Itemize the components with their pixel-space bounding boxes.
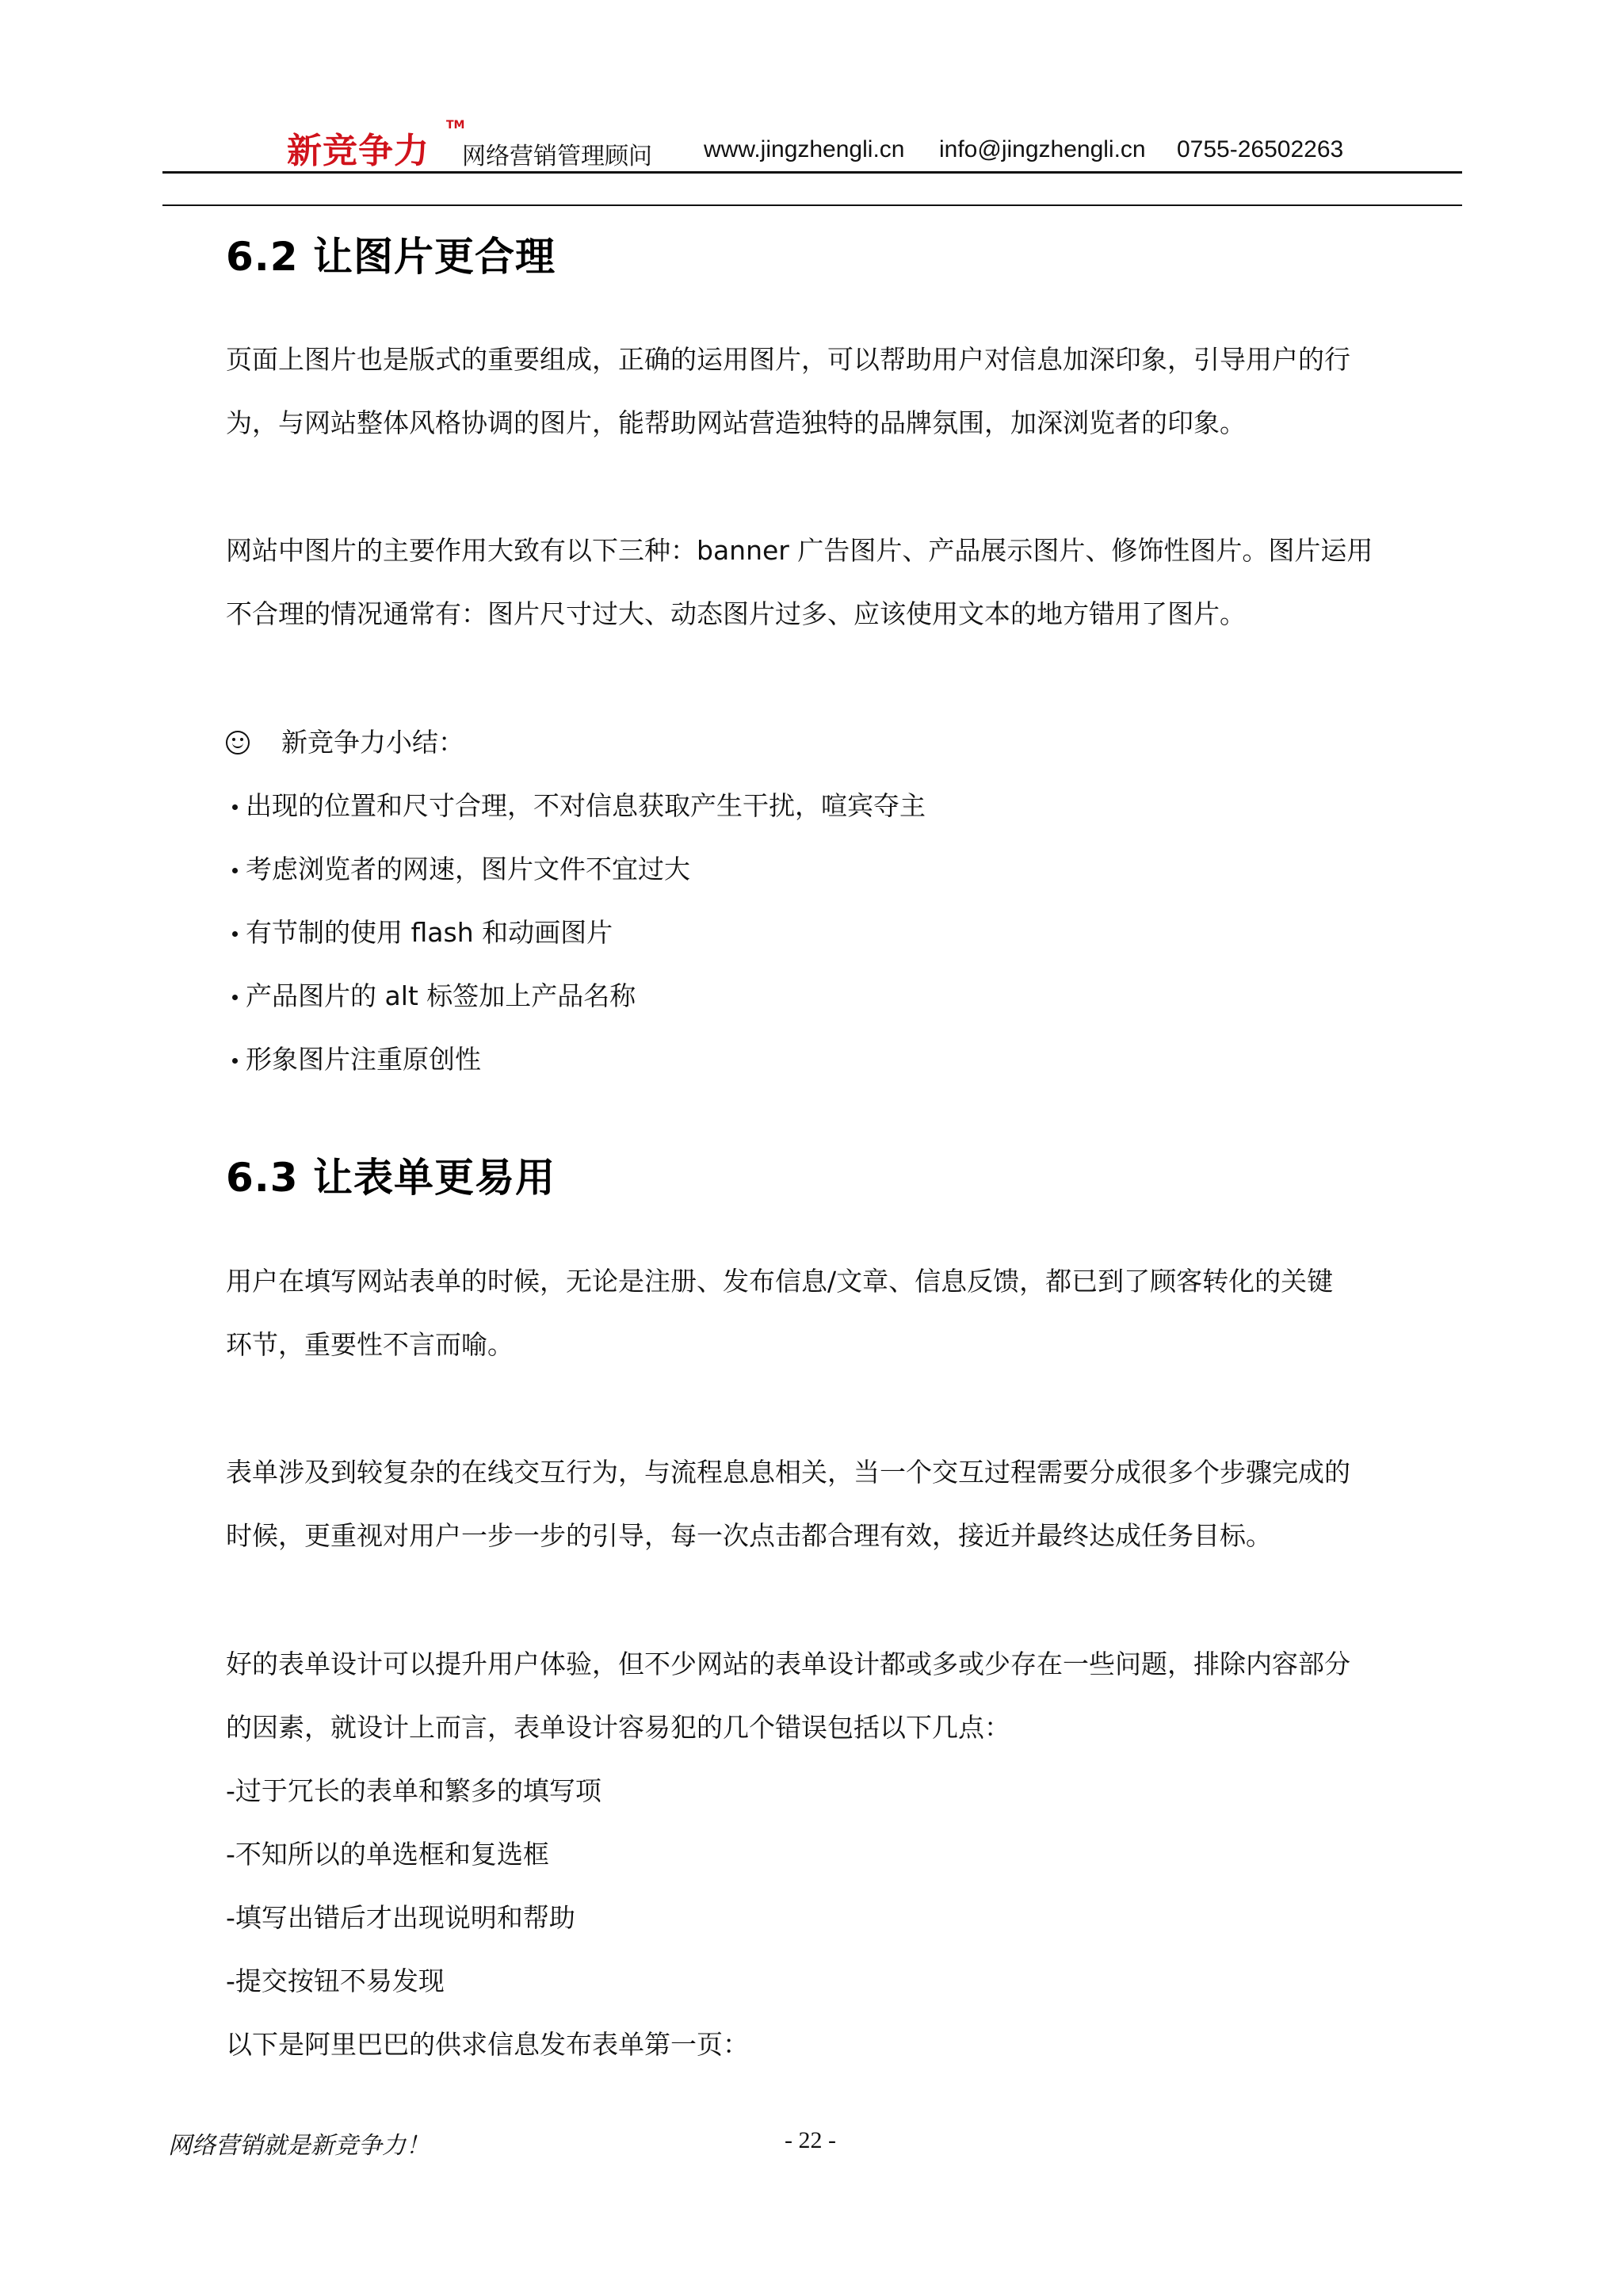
header-website[interactable]: www.jingzhengli.cn xyxy=(704,136,905,162)
closing-line: 以下是阿里巴巴的供求信息发布表单第一页： xyxy=(226,2029,749,2060)
section-heading-6-3: 6.3 让表单更易用 xyxy=(226,1155,556,1201)
bullet-icon xyxy=(232,931,238,937)
text-line: 表单涉及到较复杂的在线交互行为，与流程息息相关，当一个交互过程需要分成很多个步骤完成的 xyxy=(226,1457,1350,1488)
summary-title: 新竞争力小结： xyxy=(281,727,464,758)
list-item xyxy=(226,1028,1462,1091)
text-line: 的因素，就设计上而言，表单设计容易犯的几个错误包括以下几点： xyxy=(226,1712,1010,1743)
list-item: -提交按钮不易发现 xyxy=(226,1966,445,1996)
brand-logo: 新竞争力 xyxy=(287,131,430,171)
list-item-text: 有节制的使用 flash 和动画图片 xyxy=(246,917,613,948)
header-phone: 0755-26502263 xyxy=(1177,136,1344,162)
section-6-2-paragraph-1 xyxy=(226,328,1462,455)
text-line: 时候，更重视对用户一步一步的引导，每一次点击都合理有效，接近并最终达成任务目标。 xyxy=(226,1520,1272,1551)
list-item-text: 考虑浏览者的网速，图片文件不宜过大 xyxy=(246,854,690,884)
text-line: 为，与网站整体风格协调的图片，能帮助网站营造独特的品牌氛围，加深浏览者的印象。 xyxy=(226,407,1246,438)
list-item-text: 产品图片的 alt 标签加上产品名称 xyxy=(246,980,636,1011)
text-line: 不合理的情况通常有：图片尺寸过大、动态图片过多、应该使用文本的地方错用了图片。 xyxy=(226,598,1246,629)
text-line: 网站中图片的主要作用大致有以下三种：banner 广告图片、产品展示图片、修饰性图片。图片运用 xyxy=(226,535,1373,566)
page-number: - 22 - xyxy=(785,2127,836,2153)
summary-bullet-list xyxy=(226,774,1462,1091)
summary-title-row xyxy=(226,711,464,774)
list-item: -填写出错后才出现说明和帮助 xyxy=(226,1902,575,1933)
header-rule-thin xyxy=(162,204,1462,206)
section-6-3-paragraph-2 xyxy=(226,1441,1462,1568)
bullet-icon xyxy=(232,1058,238,1064)
section-6-2-paragraph-2 xyxy=(226,519,1462,646)
list-item: -过于冗长的表单和繁多的填写项 xyxy=(226,1775,601,1806)
header-email[interactable]: info@jingzhengli.cn xyxy=(939,136,1146,162)
section-6-3-paragraph-1 xyxy=(226,1250,1462,1377)
text-line: 环节，重要性不言而喻。 xyxy=(226,1329,514,1360)
bullet-icon xyxy=(232,868,238,873)
header-tagline: 网络营销管理顾问 xyxy=(462,143,652,170)
list-item: -不知所以的单选框和复选框 xyxy=(226,1839,549,1870)
bullet-icon xyxy=(232,995,238,1000)
text-line: 好的表单设计可以提升用户体验，但不少网站的表单设计都或多或少存在一些问题，排除内容部分 xyxy=(226,1648,1350,1679)
page-header xyxy=(162,109,1462,171)
list-item xyxy=(226,774,1462,838)
list-item-text: 出现的位置和尺寸合理，不对信息获取产生干扰，喧宾夺主 xyxy=(246,790,926,821)
footer-slogan: 网络营销就是新竞争力！ xyxy=(168,2133,430,2159)
form-error-list xyxy=(226,1759,1462,2076)
text-line: 页面上图片也是版式的重要组成，正确的运用图片，可以帮助用户对信息加深印象，引导用户的行 xyxy=(226,344,1350,375)
section-6-3-paragraph-3 xyxy=(226,1633,1462,1759)
header-rule-thick xyxy=(162,171,1462,174)
list-item-text: 形象图片注重原创性 xyxy=(246,1044,481,1075)
list-item xyxy=(226,838,1462,901)
bullet-icon xyxy=(232,804,238,810)
list-item xyxy=(226,965,1462,1028)
text-line: 用户在填写网站表单的时候，无论是注册、发布信息/文章、信息反馈，都已到了顾客转化的关键 xyxy=(226,1266,1334,1297)
list-item xyxy=(226,901,1462,965)
section-heading-6-2: 6.2 让图片更合理 xyxy=(226,234,556,280)
smiley-icon xyxy=(226,731,250,755)
trademark-mark: TM xyxy=(446,119,465,132)
